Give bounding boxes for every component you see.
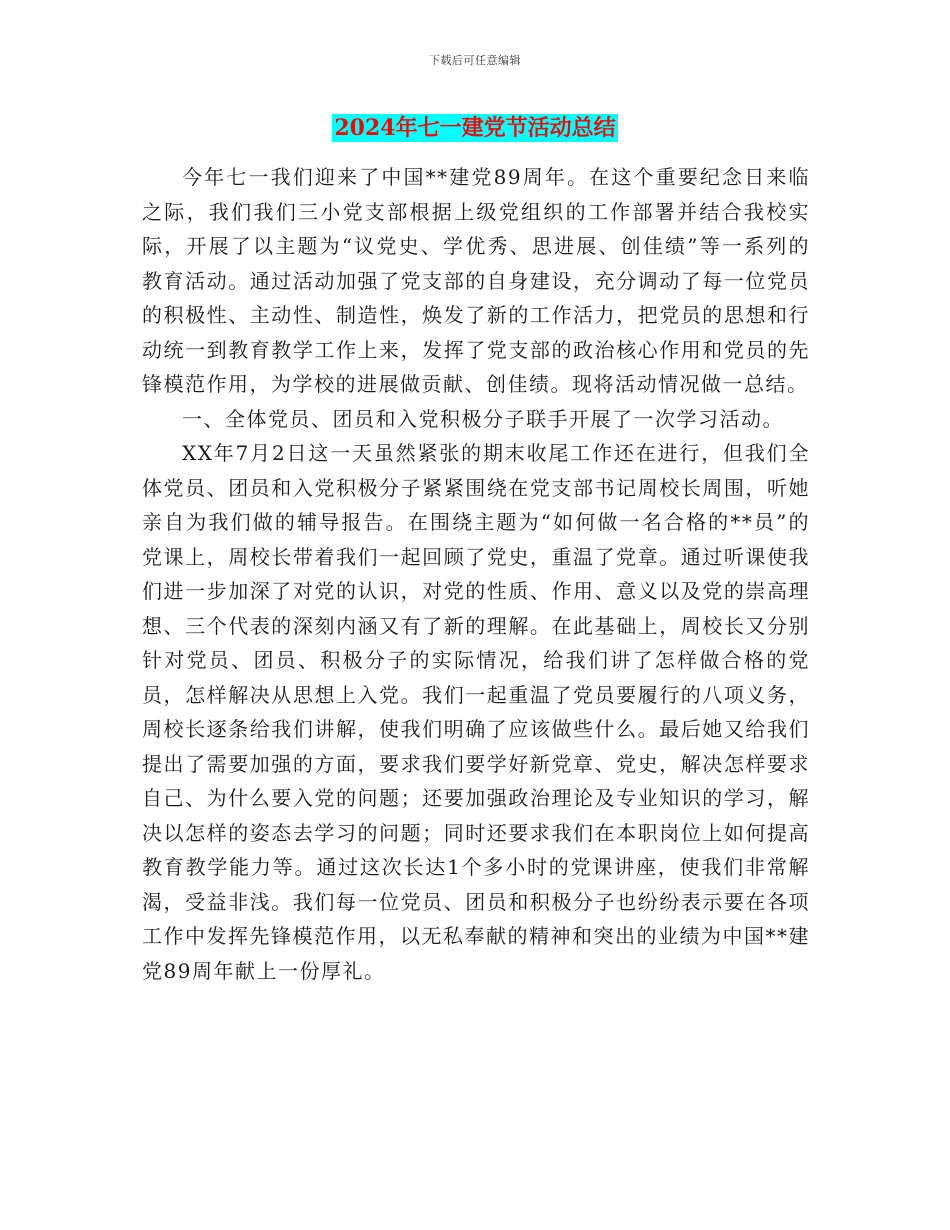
paragraph-intro: 今年七一我们迎来了中国**建党89周年。在这个重要纪念日来临之际，我们我们三小党支部根据上级党组织的工作部署并结合我校实际，开展了以主题为“议党史、学优秀、思进展、创佳绩”等一系列的教育活动。通过活动加强了党支部的自身建设，充分调动了每一位党员的积极性、主动性、制造性，焕发了新的工作活力，把党员的思想和行动统一到教育教学工作上来，发挥了党支部的政治核心作用和党员的先锋模范作用，为学校的进展做贡献、创佳绩。现将活动情况做一总结。	[142, 165, 810, 396]
document-body	[142, 160, 810, 988]
header-note: 下载后可任意编辑	[429, 54, 521, 67]
paragraph-section-heading: 一、全体党员、团员和入党积极分子联手开展了一次学习活动。	[182, 406, 784, 431]
document-title: 2024年七一建党节活动总结	[334, 115, 616, 141]
title-container	[0, 114, 950, 142]
paragraph-study-activity: XX年7月2日这一天虽然紧张的期末收尾工作还在进行，但我们全体党员、团员和入党积极分子紧紧围绕在党支部书记周校长周围，听她亲自为我们做的辅导报告。在围绕主题为“如何做一名合格的**员”的党课上，周校长带着我们一起回顾了党史，重温了党章。通过听课使我们进一步加深了对党的认识，对党的性质、作用、意义以及党的崇高理想、三个代表的深刻内涵又有了新的理解。在此基础上，周校长又分别针对党员、团员、积极分子的实际情况，给我们讲了怎样做合格的党员，怎样解决从思想上入党。我们一起重温了党员要履行的八项义务，周校长逐条给我们讲解，使我们明确了应该做些什么。最后她又给我们提出了需要加强的方面，要求我们要学好新党章、党史，解决怎样要求自己、为什么要入党的问题；还要加强政治理论及专业知识的学习，解决以怎样的姿态去学习的问题；同时还要求我们在本职岗位上如何提高教育教学能力等。通过这次长达1个多小时的党课讲座，使我们非常解渴，受益非浅。我们每一位党员、团员和积极分子也纷纷表示要在各项工作中发挥先锋模范作用，以无私奉献的精神和突出的业绩为中国**建党89周年献上一份厚礼。	[142, 441, 810, 983]
